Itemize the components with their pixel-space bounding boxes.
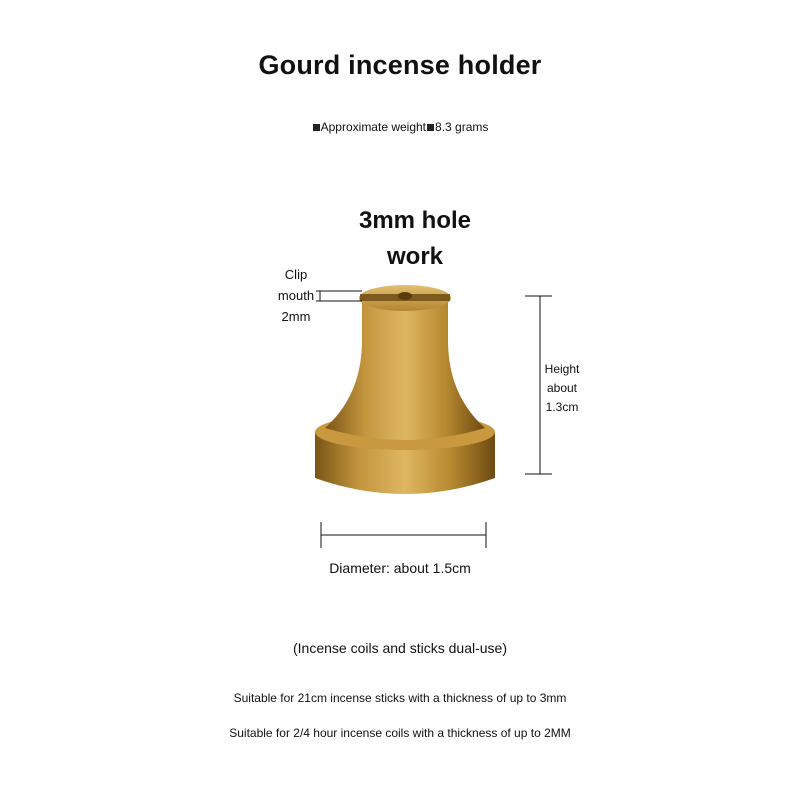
weight-value: 8.3 grams — [435, 120, 489, 134]
clip-label-line1: Clip — [284, 267, 308, 282]
height-label-line3: 1.3cm — [545, 400, 579, 414]
hole-label-line1: 3mm hole — [358, 207, 472, 234]
holder-neck — [325, 300, 485, 440]
hole-label-line2: work — [386, 243, 443, 270]
clip-label-line2: mouth — [277, 288, 315, 303]
clip-label-line3: 2mm — [281, 309, 311, 324]
weight-label: Approximate weight — [320, 120, 427, 134]
coils-note: Suitable for 2/4 hour incense coils with a thickness of up to 2MM — [229, 726, 571, 740]
dual-use-note: (Incense coils and sticks dual-use) — [293, 640, 507, 656]
diameter-dimension — [321, 522, 486, 548]
sticks-note: Suitable for 21cm incense sticks with a thickness of up to 3mm — [233, 691, 567, 705]
holder-top — [359, 285, 451, 311]
height-label-line2: about — [546, 381, 578, 395]
clip-dimension — [316, 291, 362, 301]
diameter-label: Diameter: about 1.5cm — [329, 560, 471, 576]
page-title: Gourd incense holder — [258, 50, 542, 80]
height-callout — [536, 360, 588, 417]
height-label-line1: Height — [544, 362, 580, 376]
